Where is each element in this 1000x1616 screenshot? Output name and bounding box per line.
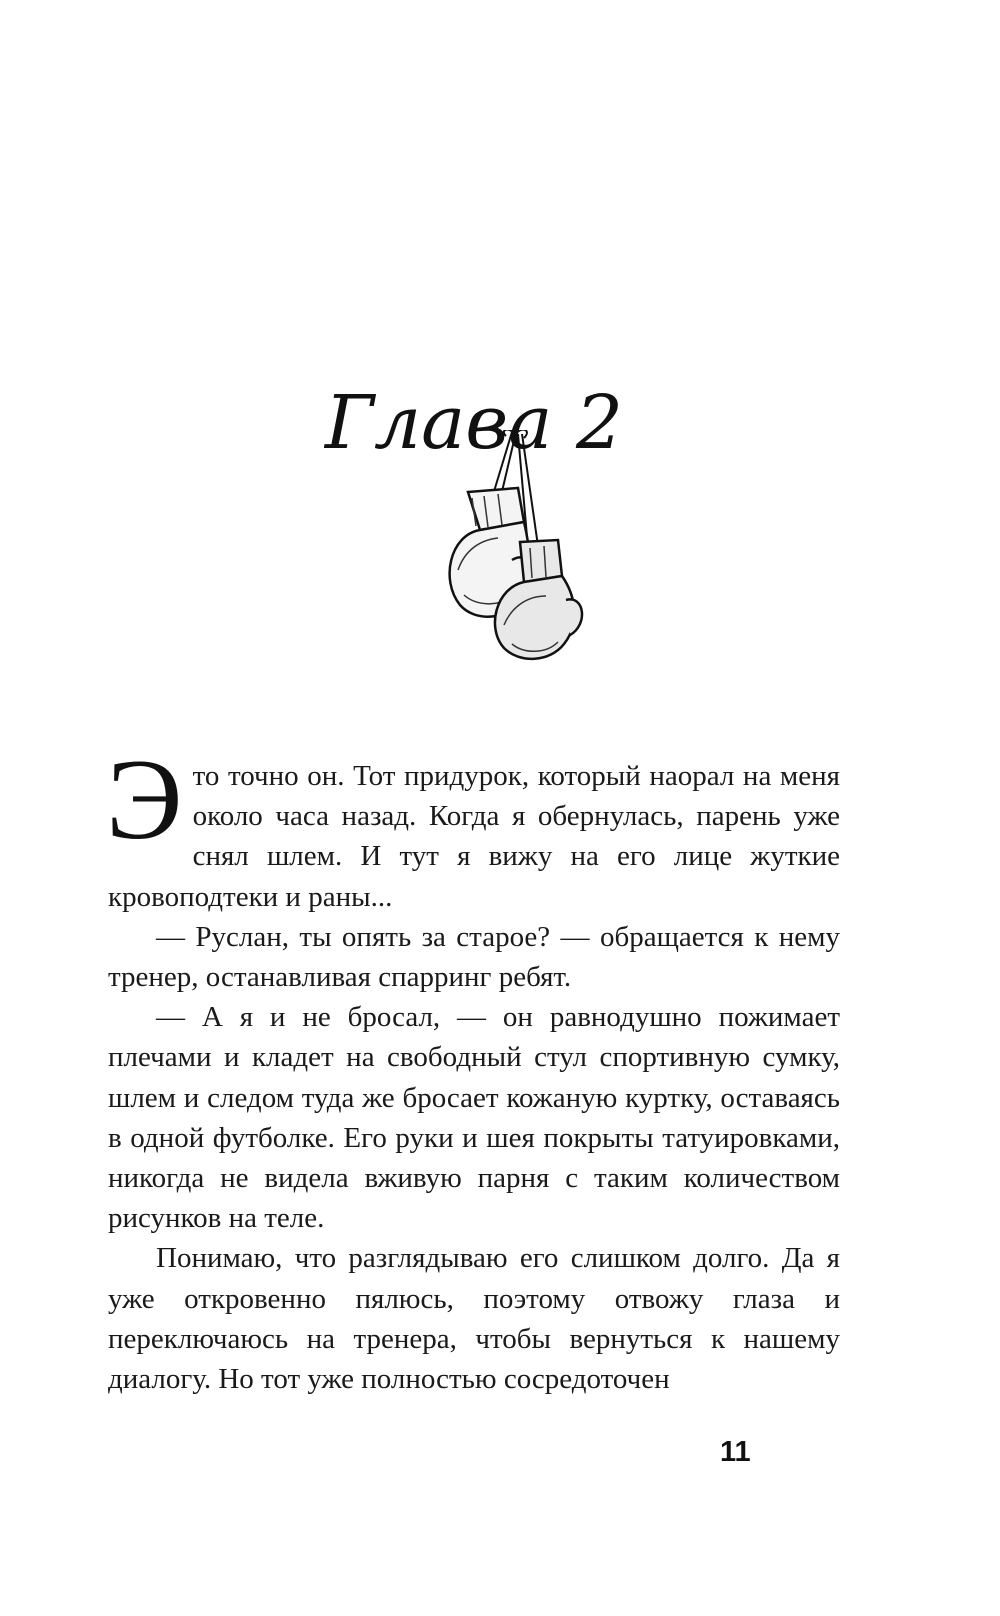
paragraph-2: — Руслан, ты опять за старое? — обращается к нему тренер, останавливая спарринг ребят. (108, 920, 840, 994)
boxing-gloves-icon (420, 430, 635, 670)
chapter-body (106, 736, 840, 1399)
page-number: 11 (720, 1436, 751, 1468)
paragraph-3: — А я и не бросал, — он равнодушно пожимает плечами и кладет на свободный стул спортивную сумку, шлем и следом туда же бросает кожаную куртку, оставаясь в одной футболке. Его руки и шея покрыты татуировками, никогда не видела вживую парня с таким количеством рисунков на теле. (108, 1001, 840, 1235)
paragraph-4: Понимаю, что разглядываю его слишком долго. Да я уже откровенно пялюсь, поэтому отвожу глаза и переключаюсь на тренера, чтобы вернуться к нашему диалогу. Но тот уже полностью сосредоточен (108, 1242, 840, 1396)
dropcap: Э (106, 736, 183, 864)
chapter-title: Глава 2 (325, 380, 624, 466)
paragraph-1-text: то точно он. Тот придурок, который наорал на меня около часа назад. Когда я обернулась, парень уже снял шлем. И тут я вижу на его лице жуткие кровоподтеки и раны... (108, 760, 840, 913)
paragraph-1 (106, 736, 840, 917)
